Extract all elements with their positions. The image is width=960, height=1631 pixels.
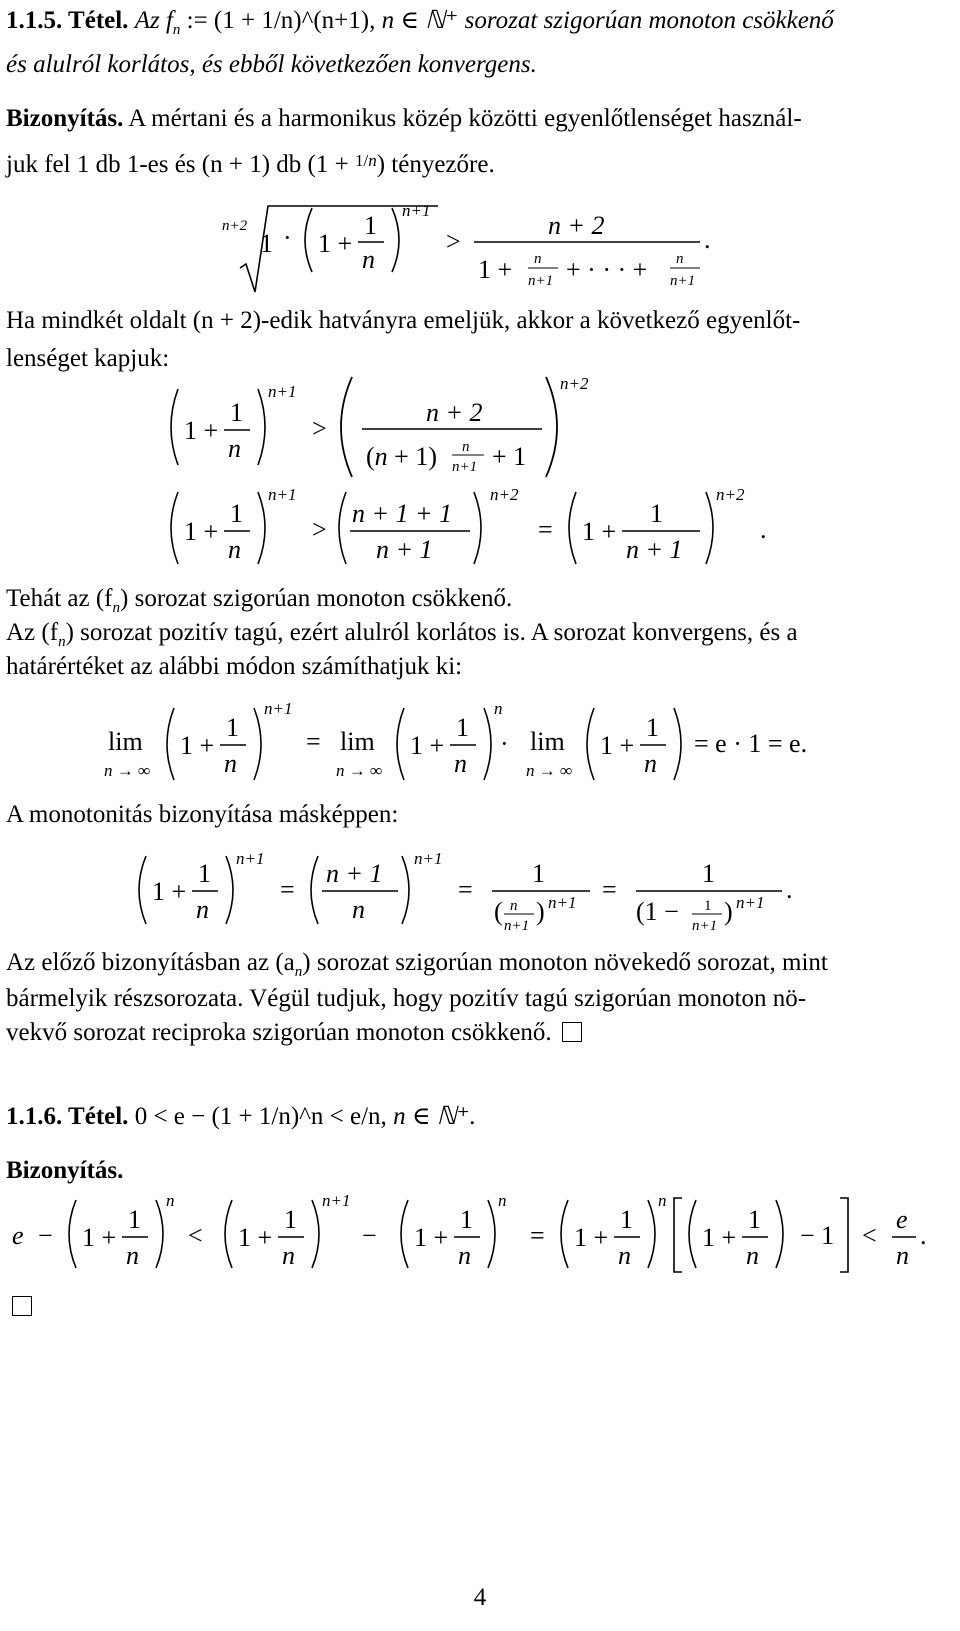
svg-text:1 +: 1 +: [702, 1223, 737, 1252]
svg-text:n: n: [896, 1241, 909, 1270]
svg-text:n: n: [494, 699, 503, 718]
frac-num-n11: n + 1 + 1: [352, 499, 453, 528]
svg-text:n+2: n+2: [490, 485, 519, 504]
svg-text:1: 1: [532, 859, 545, 888]
svg-text:): ): [536, 897, 545, 926]
svg-text:<: <: [862, 1221, 877, 1250]
svg-text:1 +: 1 +: [600, 731, 635, 760]
svg-text:1 +: 1 +: [152, 877, 187, 906]
svg-text:n+1: n+1: [236, 849, 265, 868]
theorem2-domain: n ∈ ℕ⁺.: [393, 1103, 477, 1130]
svg-text:n+1: n+1: [452, 459, 478, 475]
svg-text:1: 1: [230, 398, 243, 427]
seq-sub: n: [172, 22, 181, 38]
svg-text:n+1: n+1: [736, 893, 765, 912]
root-frac-den: n: [362, 245, 375, 274]
svg-text:.: .: [760, 515, 767, 544]
conclusion-line1-b: ) sorozat szigorúan monoton csökkenő.: [120, 585, 513, 612]
svg-text:n: n: [658, 1191, 667, 1210]
qed-square-icon: [562, 1022, 582, 1042]
svg-text:(: (: [494, 897, 503, 926]
root-cdot: ·: [283, 223, 292, 252]
proof-label: Bizonyítás.: [6, 105, 124, 132]
svg-text:.: .: [786, 875, 793, 904]
proof-1-line1: [6, 100, 954, 137]
svg-text:1: 1: [460, 1205, 473, 1234]
svg-text:n+1: n+1: [268, 485, 297, 504]
conclusion-line1-a: Tehát az (f: [6, 585, 113, 612]
para-prev-line3-text: vekvő sorozat reciproka szigorúan monoton csökkenő.: [6, 1019, 552, 1046]
svg-text:1: 1: [230, 499, 243, 528]
svg-text:.: .: [704, 225, 711, 254]
proof-line2-a: juk fel 1 db 1-es és (n + 1) db: [6, 151, 302, 178]
svg-text:n: n: [228, 434, 241, 463]
para-power-line1: Ha mindkét oldalt (n + 2)-edik hatványra emeljük, akkor a következő egyenlőt-: [6, 307, 801, 334]
svg-text:<: <: [188, 1221, 203, 1250]
proof-line2-b: tényezőre.: [391, 151, 495, 178]
svg-text:n: n: [224, 749, 237, 778]
svg-text:1 +: 1 +: [414, 1223, 449, 1252]
conclusion-line2: Az $(f_n)$ sorozat pozitív tagú, ezért alulról korlátos is. A sorozat konvergens, és a: [6, 619, 798, 650]
svg-text:): ): [724, 897, 733, 926]
svg-text:n+1: n+1: [264, 699, 293, 718]
svg-text:=: =: [538, 515, 553, 544]
para-prev-line1: Az előző bizonyításban az $(a_n)$ sorozat szigorúan monoton növekedő sorozat, mint: [6, 949, 828, 980]
svg-text:n: n: [462, 439, 470, 455]
svg-text:n: n: [498, 1191, 507, 1210]
svg-text:=: =: [458, 875, 473, 904]
svg-text:n: n: [228, 535, 241, 564]
formula-root-inequality: [0, 190, 960, 300]
root-gt: >: [446, 227, 461, 256]
svg-text:1 +: 1 +: [184, 416, 219, 445]
theorem-line2: és alulról korlátos, és ebből következően konvergens.: [6, 51, 537, 78]
svg-text:n + 1: n + 1: [626, 535, 683, 564]
svg-text:1: 1: [748, 1205, 761, 1234]
svg-text:1: 1: [456, 713, 469, 742]
svg-text:n: n: [746, 1241, 759, 1270]
para-prev-line2: bármelyik részsorozata. Végül tudjuk, hogy pozitív tagú szigorúan monoton nö-: [6, 985, 807, 1012]
svg-text:·: ·: [500, 729, 509, 758]
svg-text:n+1: n+1: [548, 893, 577, 912]
svg-text:n+2: n+2: [716, 485, 745, 504]
svg-text:n+1: n+1: [504, 918, 530, 934]
svg-text:(1 −: (1 −: [636, 897, 679, 926]
root-one: 1: [260, 229, 273, 258]
para-prev-line3: [6, 1014, 954, 1051]
svg-text:=: =: [280, 875, 295, 904]
svg-text:1: 1: [702, 859, 715, 888]
rhs-numerator: n + 2: [548, 211, 605, 240]
rhs-dots: + · · · +: [566, 255, 648, 284]
theorem-def: := (1 + 1/n)^(n+1),: [186, 7, 376, 34]
svg-text:1 +: 1 +: [478, 255, 513, 284]
svg-text:1 +: 1 +: [318, 229, 353, 258]
svg-text:=: =: [306, 727, 321, 756]
svg-text:n+1: n+1: [692, 918, 718, 934]
root-index: n+2: [222, 218, 248, 234]
theorem-text-a: Az: [134, 7, 160, 34]
conclusion-line2-b: ) sorozat pozitív tagú, ezért alulról korlátos is. A sorozat konvergens, és a: [65, 619, 798, 646]
para-prev-line1-a: Az előző bizonyításban az (a: [6, 949, 295, 976]
svg-text:−: −: [38, 1221, 53, 1250]
svg-text:n+1: n+1: [414, 849, 443, 868]
svg-text:1: 1: [226, 713, 239, 742]
lim-1-arrow: n → ∞: [104, 761, 151, 780]
svg-text:1: 1: [198, 859, 211, 888]
formula-power-2: [0, 485, 960, 578]
svg-text:(n + 1): (n + 1): [366, 442, 437, 471]
svg-text:1 +: 1 +: [410, 731, 445, 760]
formula-monotonic: [0, 848, 960, 948]
svg-text:n: n: [510, 898, 518, 914]
svg-text:1 +: 1 +: [238, 1223, 273, 1252]
conclusion-line1: Tehát az $(f_n)$ sorozat szigorúan monoton csökkenő.: [6, 585, 513, 616]
svg-text:n+2: n+2: [560, 374, 589, 393]
svg-text:n: n: [458, 1241, 471, 1270]
para-power-line2: lenséget kapjuk:: [6, 345, 170, 372]
svg-text:n: n: [618, 1241, 631, 1270]
svg-text:n+1: n+1: [268, 382, 297, 401]
formula-final: [0, 1192, 960, 1282]
conclusion-line2-a: Az (f: [6, 619, 59, 646]
svg-text:n: n: [454, 749, 467, 778]
svg-text:n + 1: n + 1: [326, 859, 383, 888]
svg-text:lim: lim: [530, 727, 565, 756]
svg-text:.: .: [920, 1221, 927, 1250]
theorem2-number: 1.1.6. Tétel.: [6, 1103, 129, 1130]
svg-text:1: 1: [650, 499, 663, 528]
svg-text:1 +: 1 +: [82, 1223, 117, 1252]
svg-text:e: e: [12, 1221, 24, 1250]
svg-text:1 +: 1 +: [184, 517, 219, 546]
svg-text:n+1: n+1: [670, 273, 696, 289]
svg-text:>: >: [312, 414, 327, 443]
svg-text:n → ∞: n → ∞: [526, 761, 573, 780]
svg-text:>: >: [312, 515, 327, 544]
svg-text:1 +: 1 +: [574, 1223, 609, 1252]
svg-text:1: 1: [646, 713, 659, 742]
svg-text:=: =: [602, 875, 617, 904]
root-exponent: n+1: [402, 201, 431, 220]
svg-text:n → ∞: n → ∞: [336, 761, 383, 780]
svg-text:n + 2: n + 2: [426, 398, 483, 427]
svg-text:n: n: [676, 251, 684, 267]
svg-text:n+1: n+1: [322, 1191, 351, 1210]
root-frac-num: 1: [364, 211, 377, 240]
svg-text:+ 1: + 1: [492, 442, 527, 471]
theorem-text-b: sorozat szigorúan monoton csökkenő: [464, 7, 834, 34]
lim-1: lim: [108, 727, 143, 756]
theorem2-formula: 0 < e − (1 + 1/n)^n < e/n,: [134, 1103, 387, 1130]
svg-text:1: 1: [704, 898, 712, 914]
svg-text:− 1: − 1: [800, 1221, 835, 1250]
svg-text:n: n: [352, 895, 365, 924]
svg-text:n: n: [126, 1241, 139, 1270]
svg-text:n: n: [282, 1241, 295, 1270]
monotonic-heading: A monotonitás bizonyítása másképpen:: [6, 801, 399, 828]
svg-text:n: n: [196, 895, 209, 924]
theorem-1-1-6: [6, 1098, 954, 1135]
theorem-1-1-5: [6, 2, 954, 49]
svg-text:e: e: [896, 1205, 908, 1234]
svg-text:1 +: 1 +: [180, 731, 215, 760]
formula-limit: [0, 700, 960, 800]
proof-1-line2: juk fel 1 db 1-es és (n + 1) db (1 + $^{1/n}$) tényezőre.: [6, 151, 495, 178]
svg-text:−: −: [362, 1221, 377, 1250]
proof-2-label: Bizonyítás.: [6, 1157, 124, 1184]
proof-text: A mértani és a harmonikus közép közötti egyenlőtlenséget használ-: [128, 105, 802, 132]
svg-text:1: 1: [284, 1205, 297, 1234]
frac-den-n1: n + 1: [376, 535, 433, 564]
svg-text:n: n: [166, 1191, 175, 1210]
para-prev-line1-b: ) sorozat szigorúan monoton növekedő sorozat, mint: [302, 949, 828, 976]
svg-text:n: n: [534, 251, 542, 267]
theorem-domain: n ∈ ℕ⁺: [381, 7, 459, 34]
lim-result: = e · 1 = e.: [694, 729, 808, 758]
svg-text:1: 1: [128, 1205, 141, 1234]
seq-symbol: f: [165, 7, 173, 34]
svg-text:=: =: [530, 1221, 545, 1250]
svg-text:n+1: n+1: [528, 273, 554, 289]
qed-square-icon-2: [12, 1296, 32, 1316]
svg-text:lim: lim: [340, 727, 375, 756]
conclusion-line3: határértéket az alábbi módon számíthatjuk ki:: [6, 653, 463, 680]
svg-text:1: 1: [620, 1205, 633, 1234]
svg-text:n: n: [644, 749, 657, 778]
formula-power-1: [0, 374, 960, 485]
svg-text:1 +: 1 +: [582, 517, 617, 546]
theorem-number: 1.1.5. Tétel.: [6, 7, 129, 34]
page-number: 4: [473, 1584, 487, 1611]
